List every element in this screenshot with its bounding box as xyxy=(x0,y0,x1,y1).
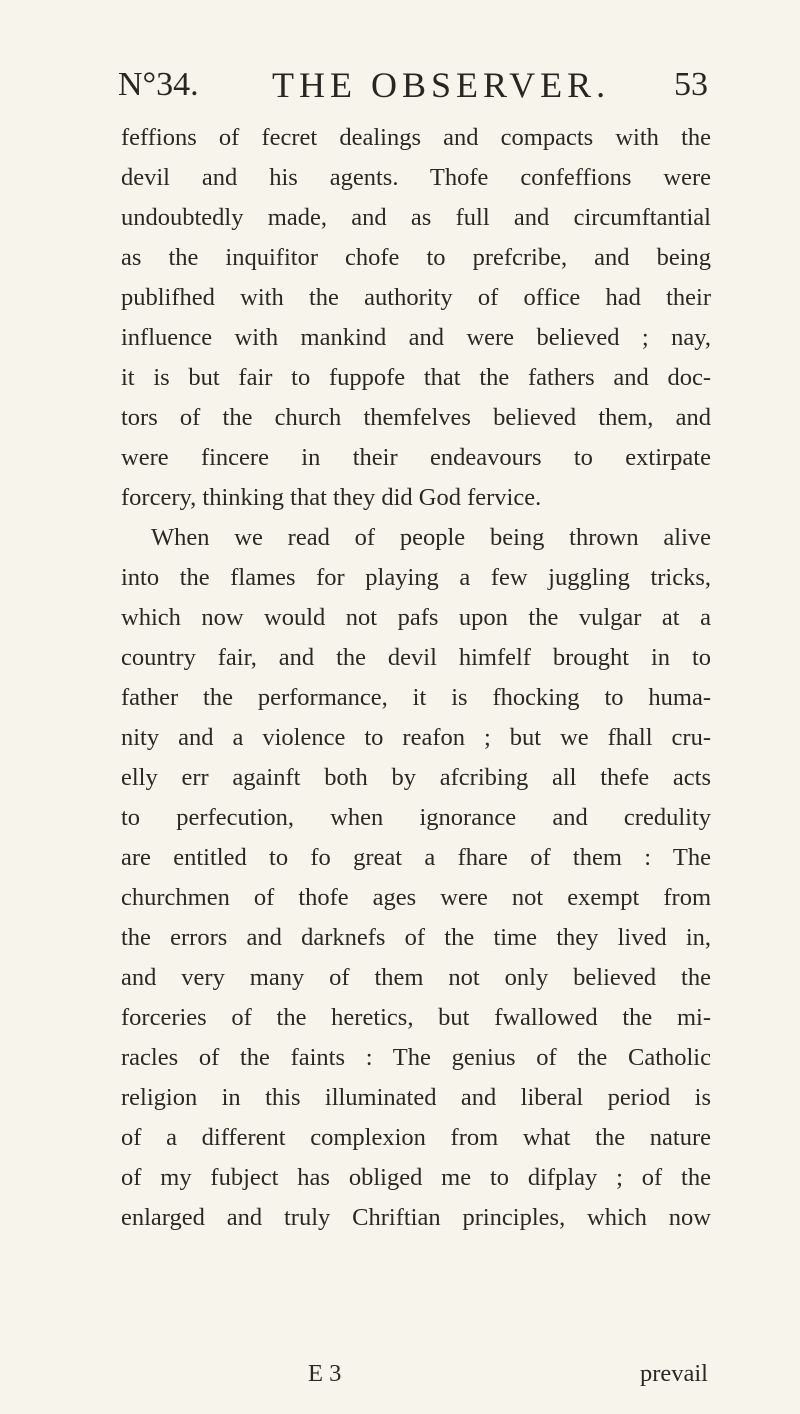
text-line: elly err againft both by afcribing all thefe acts xyxy=(121,764,711,791)
catchword: prevail xyxy=(639,1360,708,1387)
text-line: were fincere in their endeavours to extirpate xyxy=(121,444,711,471)
text-line: publifhed with the authority of office had their xyxy=(121,284,711,311)
text-line: religion in this illuminated and liberal period is xyxy=(121,1084,711,1111)
text-line: influence with mankind and were believed ; nay, xyxy=(121,324,711,351)
text-line: as the inquifitor chofe to prefcribe, and being xyxy=(121,244,711,271)
issue-number: N°34. xyxy=(118,66,199,103)
page-footer xyxy=(118,1354,708,1394)
text-line: enlarged and truly Chriftian principles, which now xyxy=(121,1204,711,1231)
text-line: churchmen of thofe ages were not exempt from xyxy=(121,884,711,911)
text-line: into the flames for playing a few juggling tricks, xyxy=(121,564,711,591)
paragraph-start-line: When we read of people being thrown alive xyxy=(151,524,711,551)
page-number: 53 xyxy=(674,66,708,103)
text-line: feffions of fecret dealings and compacts with the xyxy=(121,124,711,151)
running-title: THE OBSERVER. xyxy=(272,65,611,105)
running-header xyxy=(118,60,708,110)
text-line: to perfecution, when ignorance and credulity xyxy=(121,804,711,831)
text-line: devil and his agents. Thofe confeffions were xyxy=(121,164,711,191)
text-line: which now would not pafs upon the vulgar at a xyxy=(121,604,711,631)
text-line: nity and a violence to reafon ; but we fhall cru- xyxy=(121,724,711,751)
body-text xyxy=(121,118,711,1238)
text-line: it is but fair to fuppofe that the fathers and doc- xyxy=(121,364,711,391)
text-line: forceries of the heretics, but fwallowed the mi- xyxy=(121,1004,711,1031)
signature-mark: E 3 xyxy=(308,1360,342,1387)
text-line: tors of the church themfelves believed them, and xyxy=(121,404,711,431)
text-line: and very many of them not only believed the xyxy=(121,964,711,991)
text-line: country fair, and the devil himfelf brought in to xyxy=(121,644,711,671)
text-line: forcery, thinking that they did God fervice. xyxy=(121,484,542,511)
text-line: the errors and darknefs of the time they lived in, xyxy=(121,924,711,951)
text-line: of my fubject has obliged me to difplay ; of the xyxy=(121,1164,711,1191)
text-line: of a different complexion from what the nature xyxy=(121,1124,711,1151)
text-line: are entitled to fo great a fhare of them : The xyxy=(121,844,711,871)
text-line: racles of the faints : The genius of the Catholic xyxy=(121,1044,711,1071)
text-line: undoubtedly made, and as full and circumftantial xyxy=(121,204,711,231)
text-line: father the performance, it is fhocking to huma- xyxy=(121,684,711,711)
